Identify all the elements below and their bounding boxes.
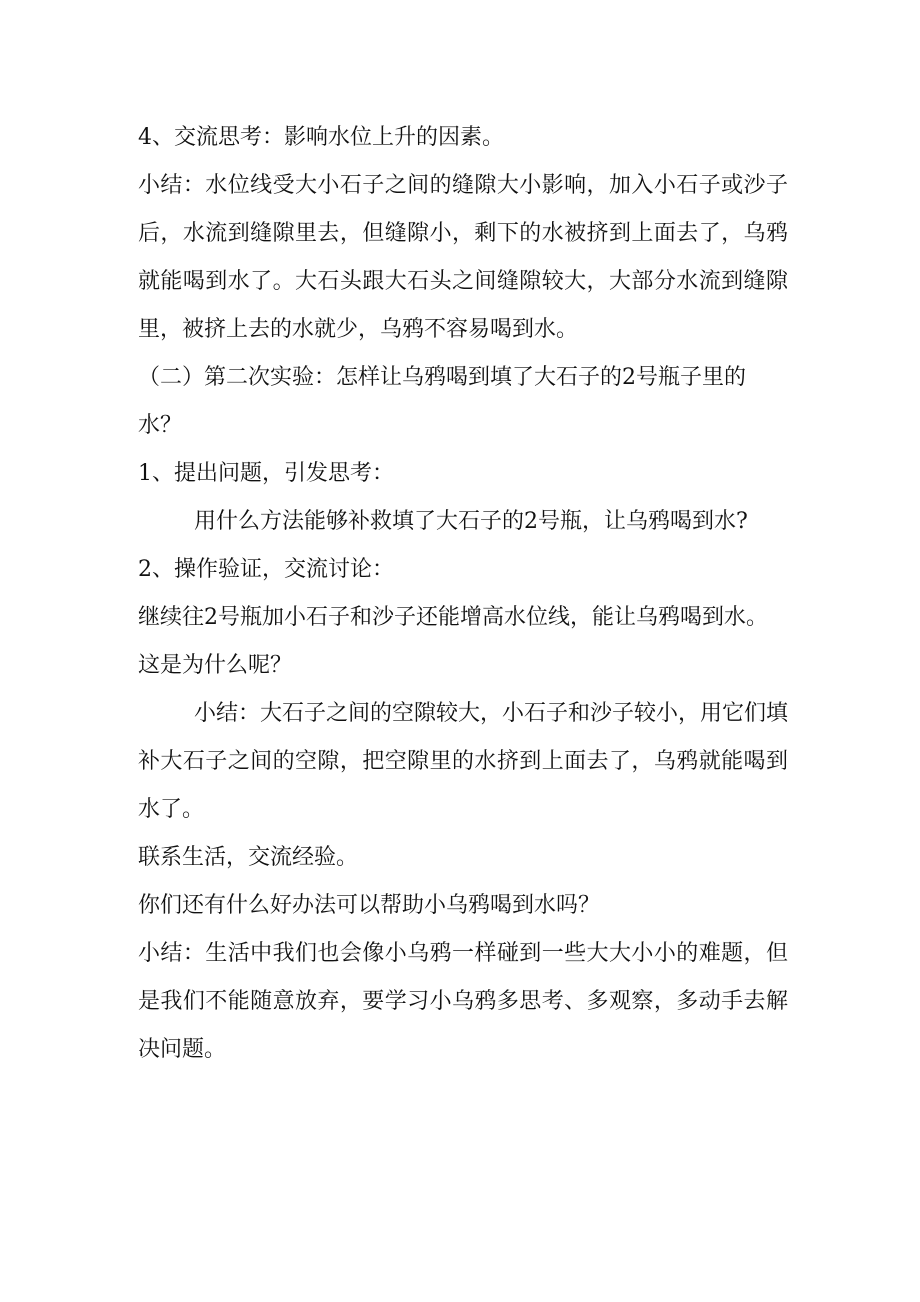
other-methods-question: 你们还有什么好办法可以帮助小乌鸦喝到水吗？ [138,893,601,918]
step-4-heading: 4、交流思考：影响水位上升的因素。 [138,125,504,150]
step-2-heading: 2、操作验证，交流讨论： [138,557,394,582]
summary-paragraph-3: 小结：生活中我们也会像小乌鸦一样碰到一些大大小小的难题，但是我们不能随意放弃，要学习小乌鸦多思考、多观察，多动手去解决问题。 [138,941,788,1062]
life-connection-heading: 联系生活，交流经验。 [138,845,359,870]
summary-paragraph-2: 小结：大石子之间的空隙较大，小石子和沙子较小，用它们填补大石子之间的空隙，把空隙里的水挤到上面去了，乌鸦就能喝到水了。 [138,701,789,822]
document-body [138,114,788,1074]
summary-paragraph-1: 小结：水位线受大小石子之间的缝隙大小影响，加入小石子或沙子后，水流到缝隙里去，但缝隙小，剩下的水被挤到上面去了，乌鸦就能喝到水了。大石头跟大石头之间缝隙较大，大部分水流到缝隙里，被挤上去的水就少，乌鸦不容易喝到水。 [138,173,788,342]
experiment-2-heading: （二）第二次实验：怎样让乌鸦喝到填了大石子的2号瓶子里的水？ [138,365,746,438]
why-question: 这是为什么呢？ [138,653,293,678]
question-paragraph: 用什么方法能够补救填了大石子的2号瓶，让乌鸦喝到水? [194,509,748,534]
procedure-paragraph: 继续往2号瓶加小石子和沙子还能增高水位线，能让乌鸦喝到水。 [138,605,768,630]
step-1-heading: 1、提出问题，引发思考： [138,461,394,486]
